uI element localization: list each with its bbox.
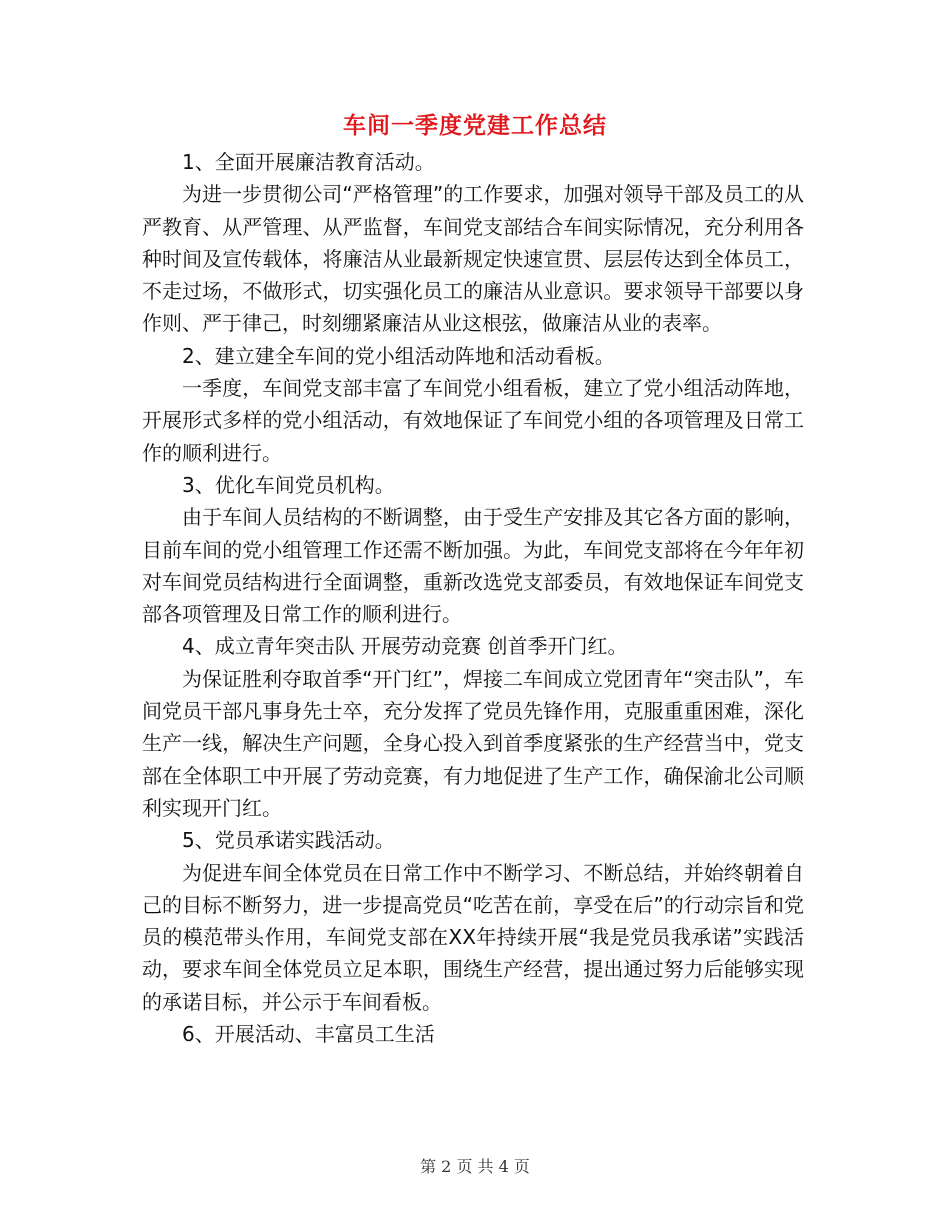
section-heading-6: 6、开展活动、丰富员工生活 xyxy=(182,1022,435,1047)
paragraph-1: 为进一步贯彻公司“严格管理”的工作要求，加强对领导干部及员工的从严教育、从严管理、从严监督，车间党支部结合车间实际情况，充分利用各种时间及宣传载体，将廉洁从业最新规定快速宣贯、层层传达到全体员工，不走过场，不做形式，切实强化员工的廉洁从业意识。要求领导干部要以身作则、严于律己，时刻绷紧廉洁从业这根弦，做廉洁从业的表率。 xyxy=(142,182,804,336)
paragraph-3: 由于车间人员结构的不断调整，由于受生产安排及其它各方面的影响，目前车间的党小组管理工作还需不断加强。为此，车间党支部将在今年年初对车间党员结构进行全面调整，重新改选党支部委员，有效地保证车间党支部各项管理及日常工作的顺利进行。 xyxy=(142,505,804,627)
paragraph-4: 为保证胜利夺取首季“开门红”，焊接二车间成立党团青年“突击队”，车间党员干部凡事身先士卒，充分发挥了党员先锋作用，克服重重困难，深化生产一线，解决生产问题，全身心投入到首季度紧张的生产经营当中，党支部在全体职工中开展了劳动竞赛，有力地促进了生产工作，确保渝北公司顺利实现开门红。 xyxy=(142,666,804,820)
page-number-footer: 第 2 页 共 4 页 xyxy=(420,1157,530,1176)
section-heading-3: 3、优化车间党员机构。 xyxy=(182,472,395,497)
section-heading-5: 5、党员承诺实践活动。 xyxy=(182,828,395,853)
paragraph-5: 为促进车间全体党员在日常工作中不断学习、不断总结，并始终朝着自己的目标不断努力，进一步提高党员“吃苦在前，享受在后”的行动宗旨和党员的模范带头作用，车间党支部在XX年持续开展“我是党员我承诺”实践活动，要求车间全体党员立足本职，围绕生产经营，提出通过努力后能够实现的承诺目标，并公示于车间看板。 xyxy=(142,860,804,1014)
document-title: 车间一季度党建工作总结 xyxy=(343,113,607,139)
document-body xyxy=(142,146,804,1050)
section-heading-2: 2、建立建全车间的党小组活动阵地和活动看板。 xyxy=(182,343,615,368)
section-heading-4: 4、成立青年突击队 开展劳动竞赛 创首季开门红。 xyxy=(182,634,628,659)
section-heading-1: 1、全面开展廉洁教育活动。 xyxy=(182,150,435,174)
paragraph-2: 一季度，车间党支部丰富了车间党小组看板，建立了党小组活动阵地，开展形式多样的党小组活动，有效地保证了车间党小组的各项管理及日常工作的顺利进行。 xyxy=(142,376,804,465)
